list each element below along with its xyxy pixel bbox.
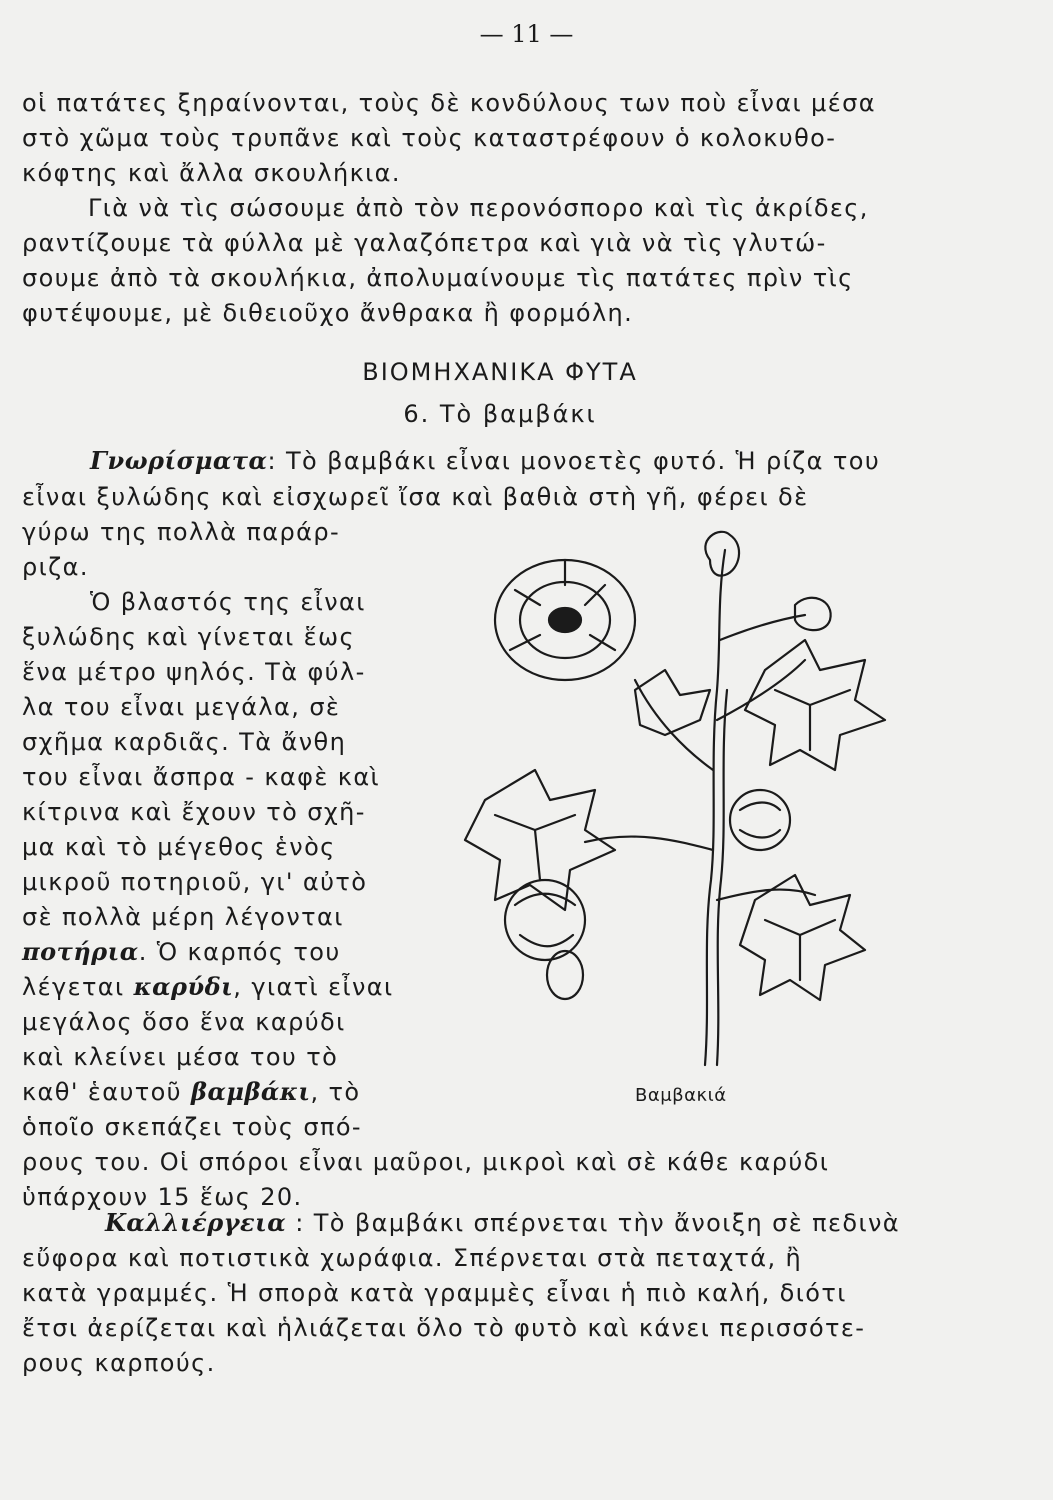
intro-line-7: φυτέψουμε, μὲ διθειοῦχο ἄνθρακα ἢ φορμόλη.	[22, 299, 634, 327]
intro-line-3: κόφτης καὶ ἄλλα σκουλήκια.	[22, 159, 401, 187]
gnorismata-line: ρους του. Οἱ σπόροι εἶναι μαῦροι, μικροὶ καὶ σὲ κάθε καρύδι	[22, 1148, 830, 1176]
gnorismata-first-line-text: Τὸ βαμβάκι εἶναι μονοετὲς φυτό. Ἡ ρίζα του	[286, 447, 881, 475]
gnorismata-line: Ὁ βλαστός της εἶναι	[90, 588, 366, 616]
gnorismata-line-vamvaki	[22, 1077, 361, 1107]
kalliergeia-line: ἔτσι ἀερίζεται καὶ ἡλιάζεται ὅλο τὸ φυτὸ καὶ κάνει περισσότε-	[22, 1314, 866, 1342]
figure-caption: Βαμβακιά	[635, 1085, 727, 1106]
karydi-pre: λέγεται	[22, 973, 134, 1001]
gnorismata-line: εἶναι ξυλώδης καὶ εἰσχωρεῖ ἴσα καὶ βαθιὰ στὴ γῆ, φέρει δὲ	[22, 483, 809, 511]
plant-stem	[705, 550, 725, 1065]
subsection-title: 6. Τὸ βαμβάκι	[403, 400, 597, 428]
kalliergeia-line: κατὰ γραμμές. Ἡ σπορὰ κατὰ γραμμὲς εἶναι ἡ πιὸ καλή, διότι	[22, 1279, 847, 1307]
cotton-bud	[705, 532, 830, 630]
gnorismata-line: γύρω της πολλὰ παράρ-	[22, 518, 341, 546]
gnorismata-line: μικροῦ ποτηριοῦ, γι' αὐτὸ	[22, 868, 368, 896]
gnorismata-line: καὶ κλείνει μέσα του τὸ	[22, 1043, 339, 1071]
gnorismata-line: του εἶναι ἄσπρα - καφὲ καὶ	[22, 763, 381, 791]
cotton-boll	[730, 790, 790, 850]
gnorismata-line: ριζα.	[22, 553, 89, 581]
cotton-plant-illustration	[455, 520, 945, 1080]
kalliergeia-colon: :	[295, 1209, 305, 1237]
cotton-pod	[547, 951, 583, 999]
intro-line-5: ραντίζουμε τὰ φύλλα μὲ γαλαζόπετρα καὶ γιὰ νὰ τὶς γλυτώ-	[22, 229, 827, 257]
gnorismata-line: μεγάλος ὅσο ἕνα καρύδι	[22, 1008, 346, 1036]
gnorismata-line-poteria	[22, 937, 341, 967]
page-number: — 11 —	[479, 20, 574, 48]
cotton-leaf	[745, 640, 885, 770]
intro-line-2: στὸ χῶμα τοὺς τρυπᾶνε καὶ τοὺς καταστρέφουν ὁ κολοκυθο-	[22, 124, 837, 152]
gnorismata-line: σὲ πολλὰ μέρη λέγονται	[22, 903, 344, 931]
kalliergeia-first-line	[105, 1208, 900, 1238]
gnorismata-line: ὑπάρχουν 15 ἕως 20.	[22, 1183, 303, 1211]
gnorismata-line: ὁποῖο σκεπάζει τοὺς σπό-	[22, 1113, 362, 1141]
cotton-boll	[505, 880, 585, 960]
vamvaki-rest: , τὸ	[310, 1078, 361, 1106]
gnorismata-label: Γνωρίσματα	[90, 446, 268, 475]
cotton-leaf	[635, 670, 710, 735]
vamvaki-pre: καθ' ἑαυτοῦ	[22, 1078, 192, 1106]
kalliergeia-first-line-text: Τὸ βαμβάκι σπέρνεται τὴν ἄνοιξη σὲ πεδινὰ	[313, 1209, 901, 1237]
intro-line-1: οἱ πατάτες ξηραίνονται, τοὺς δὲ κονδύλους των ποὺ εἶναι μέσα	[22, 89, 876, 117]
vamvaki-term: βαμβάκι	[191, 1077, 311, 1106]
branch	[717, 890, 815, 900]
kalliergeia-line: εὔφορα καὶ ποτιστικὰ χωράφια. Σπέρνεται στὰ πεταχτά, ἢ	[22, 1244, 803, 1272]
gnorismata-line: λα του εἶναι μεγάλα, σὲ	[22, 693, 341, 721]
section-title: ΒΙΟΜΗΧΑΝΙΚΑ ΦΥΤΑ	[362, 358, 638, 386]
kalliergeia-line: ρους καρπούς.	[22, 1349, 216, 1377]
plant-stem-edge	[717, 690, 727, 1065]
gnorismata-colon: :	[267, 447, 277, 475]
gnorismata-line: μα καὶ τὸ μέγεθος ἑνὸς	[22, 833, 336, 861]
branch	[720, 615, 805, 640]
cotton-flower	[495, 560, 635, 680]
karydi-term: καρύδι	[133, 972, 234, 1001]
gnorismata-line: κίτρινα καὶ ἔχουν τὸ σχῆ-	[22, 798, 366, 826]
gnorismata-first-line	[90, 446, 880, 476]
karydi-rest: , γιατὶ εἶναι	[233, 973, 394, 1001]
branch	[635, 680, 713, 770]
gnorismata-line-karydi	[22, 972, 394, 1002]
intro-line-6: σουμε ἀπὸ τὰ σκουλήκια, ἀπολυμαίνουμε τὶς πατάτες πρὶν τὶς	[22, 264, 854, 292]
gnorismata-line: ξυλώδης καὶ γίνεται ἕως	[22, 623, 355, 651]
kalliergeia-label: Καλλιέργεια	[105, 1208, 287, 1237]
gnorismata-line: σχῆμα καρδιᾶς. Τὰ ἄνθη	[22, 728, 347, 756]
poteria-rest: . Ὁ καρπός του	[138, 938, 341, 966]
branch	[717, 660, 805, 720]
gnorismata-line: ἕνα μέτρο ψηλός. Τὰ φύλ-	[22, 658, 366, 686]
intro-line-4: Γιὰ νὰ τὶς σώσουμε ἀπὸ τὸν περονόσπορο καὶ τὶς ἀκρίδες,	[88, 194, 869, 222]
poteria-term: ποτήρια	[22, 937, 139, 966]
cotton-leaf	[740, 875, 865, 1000]
